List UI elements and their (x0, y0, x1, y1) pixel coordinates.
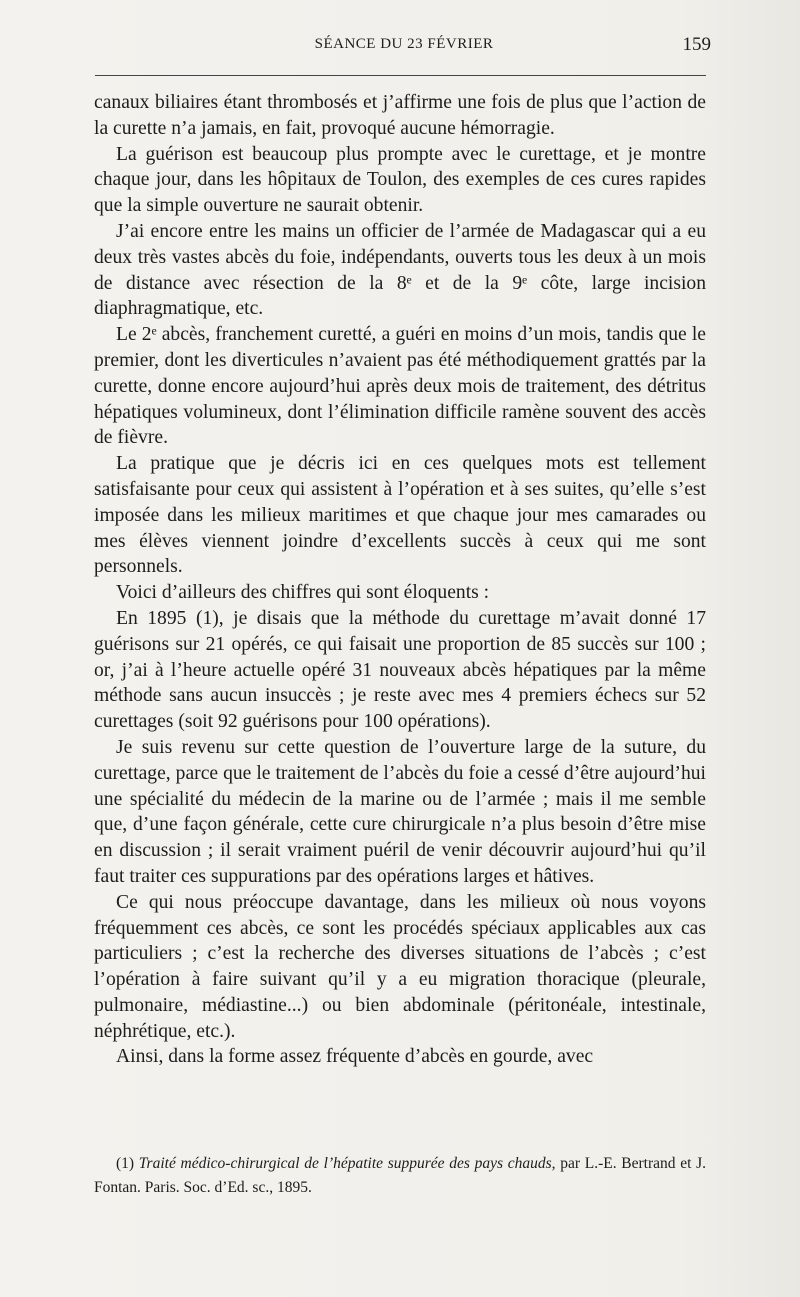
paragraph: canaux biliaires étant thrombosés et j’affirme une fois de plus que l’action de la curette n’a jamais, en fait, provoqué aucune hémorragie. (94, 92, 706, 139)
body-text (94, 90, 706, 1070)
paragraph: Ainsi, dans la forme assez fréquente d’abcès en gourde, avec (116, 1046, 594, 1068)
paragraph: La guérison est beaucoup plus prompte avec le curettage, et je montre chaque jour, dans les hôpitaux de Toulon, des exemples de ces cures rapides que la simple ouverture ne saurait obtenir. (94, 143, 706, 217)
paragraph: La pratique que je décris ici en ces quelques mots est tellement satisfaisante pour ceux qui assistent à l’opération et à ses suites, qu’elle s’est imposée dans les milieux maritimes et que chaque jour mes camarades ou mes élèves viennent joindre d’excellents succès à ceux qui me sont personnels. (94, 453, 706, 578)
paragraph: Je suis revenu sur cette question de l’ouverture large de la suture, du curettage, parce que le traitement de l’abcès du foie a cessé d’être aujourd’hui une spécialité du médecin de la marine ou de l’armée ; mais il me semble que, d’une façon générale, cette cure chirurgicale n’a plus besoin d’être mise en discussion ; il serait vraiment puéril de venir découvrir aujourd’hui qu’il faut traiter ces suppurations par des opérations larges et hâtives. (94, 736, 706, 887)
paragraph: En 1895 (1), je disais que la méthode du curettage m’avait donné 17 guérisons sur 21 opérés, ce qui faisait une proportion de 85 succès sur 100 ; or, j’ai à l’heure actuelle opéré 31 nouveaux abcès hépatiques par la même méthode sans aucun insuccès ; je reste avec mes 4 premiers échecs sur 52 curettages (soit 92 guérisons pour 100 opérations). (94, 607, 706, 733)
footnote-title: Traité médico-chirurgical de l’hépatite suppurée des pays chauds, (138, 1155, 556, 1172)
running-title: SÉANCE DU 23 FÉVRIER (314, 36, 494, 52)
paragraph: Le 2ᵉ abcès, franchement curetté, a guéri en moins d’un mois, tandis que le premier, dont les diverticules n’avaient pas été méthodiquement grattés par la curette, donne encore aujourd’hui après deux mois de traitement, des détritus hépatiques volumineux, dont l’élimination difficile ramène souvent des accès de fièvre. (94, 324, 706, 449)
paragraph: Voici d’ailleurs des chiffres qui sont éloquents : (116, 582, 490, 604)
paragraph: J’ai encore entre les mains un officier de l’armée de Madagascar qui a eu deux très vastes abcès du foie, indépendants, ouverts tous les deux à un mois de distance avec résection de la 8ᵉ et de la 9ᵉ côte, large incision diaphragmatique, etc. (94, 220, 706, 320)
footnote-marker: (1) (116, 1155, 135, 1172)
paragraph: Ce qui nous préoccupe davantage, dans les milieux où nous voyons fréquemment ces abcès, ce sont les procédés spéciaux applicables aux cas particuliers ; c’est la recherche des diverses situations de l’abcès ; c’est l’opération à faire suivant qu’il y a eu migration thoracique (pleurale, pulmonaire, médiastine...) ou bien abdominale (péritonéale, intestinale, néphrétique, etc.). (94, 891, 706, 1042)
footnote-rest: par L.-E. Bertrand et J. Fontan. Paris. Soc. d’Ed. sc., 1895. (94, 1155, 706, 1196)
page-header (93, 34, 711, 60)
footnote-text (94, 1152, 706, 1200)
page-number: 159 (682, 34, 711, 55)
header-rule (95, 75, 706, 76)
footnote (94, 1152, 706, 1200)
